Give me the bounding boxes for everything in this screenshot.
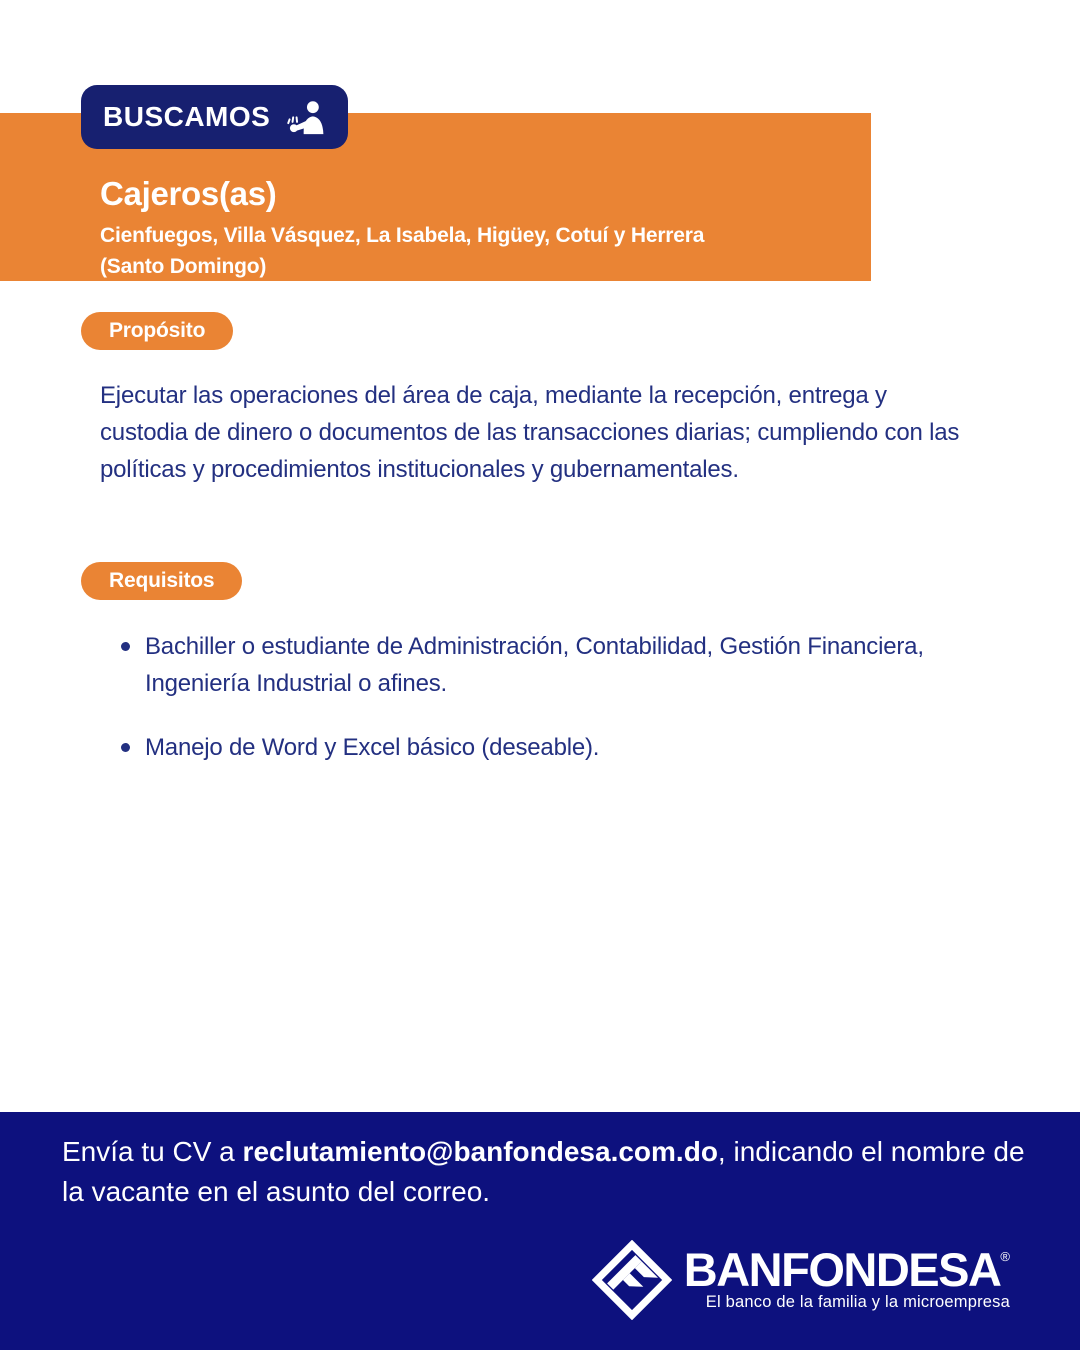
cta-prefix: Envía tu CV a [62,1136,243,1167]
apply-instructions [62,1132,1030,1212]
person-waving-hand-icon [284,99,326,135]
buscamos-label: BUSCAMOS [103,101,271,132]
bullet-icon [121,642,130,651]
requirement-item [119,729,981,766]
job-locations-line2: (Santo Domingo) [100,255,267,278]
buscamos-badge [81,85,348,149]
recruitment-email: reclutamiento@banfondesa.com.do [242,1136,718,1167]
requirement-text: Manejo de Word y Excel básico (deseable). [145,734,600,761]
registered-mark: ® [1000,1249,1010,1264]
logo-wordmark: BANFONDESA [683,1243,1001,1296]
diamond-logo-icon [592,1240,672,1320]
logo-tagline: El banco de la familia y la microempresa [705,1293,1010,1311]
job-locations [100,220,841,282]
purpose-pill: Propósito [81,312,233,350]
banfondesa-logo [592,1240,1010,1320]
requirement-text: Bachiller o estudiante de Administración, Contabilidad, Gestión Financiera, Ingeniería Industrial o afines. [145,633,924,697]
requirements-list [119,628,981,793]
requirements-pill: Requisitos [81,562,242,600]
purpose-text: Ejecutar las operaciones del área de caja, mediante la recepción, entrega y custodia de dinero o documentos de las transacciones diarias; cumpliendo con las políticas y procedimientos institucionales y gubernamentales. [100,382,960,483]
cta-suffix: , indicando el nombre de la vacante en el asunto del correo. [62,1136,1025,1207]
requirement-item [119,628,981,702]
bullet-icon [121,743,130,752]
job-title: Cajeros(as) [100,175,277,212]
logo-text [683,1243,1010,1312]
job-locations-line1: Cienfuegos, Villa Vásquez, La Isabela, Higüey, Cotuí y Herrera [100,224,705,247]
footer-band [0,1112,1080,1350]
